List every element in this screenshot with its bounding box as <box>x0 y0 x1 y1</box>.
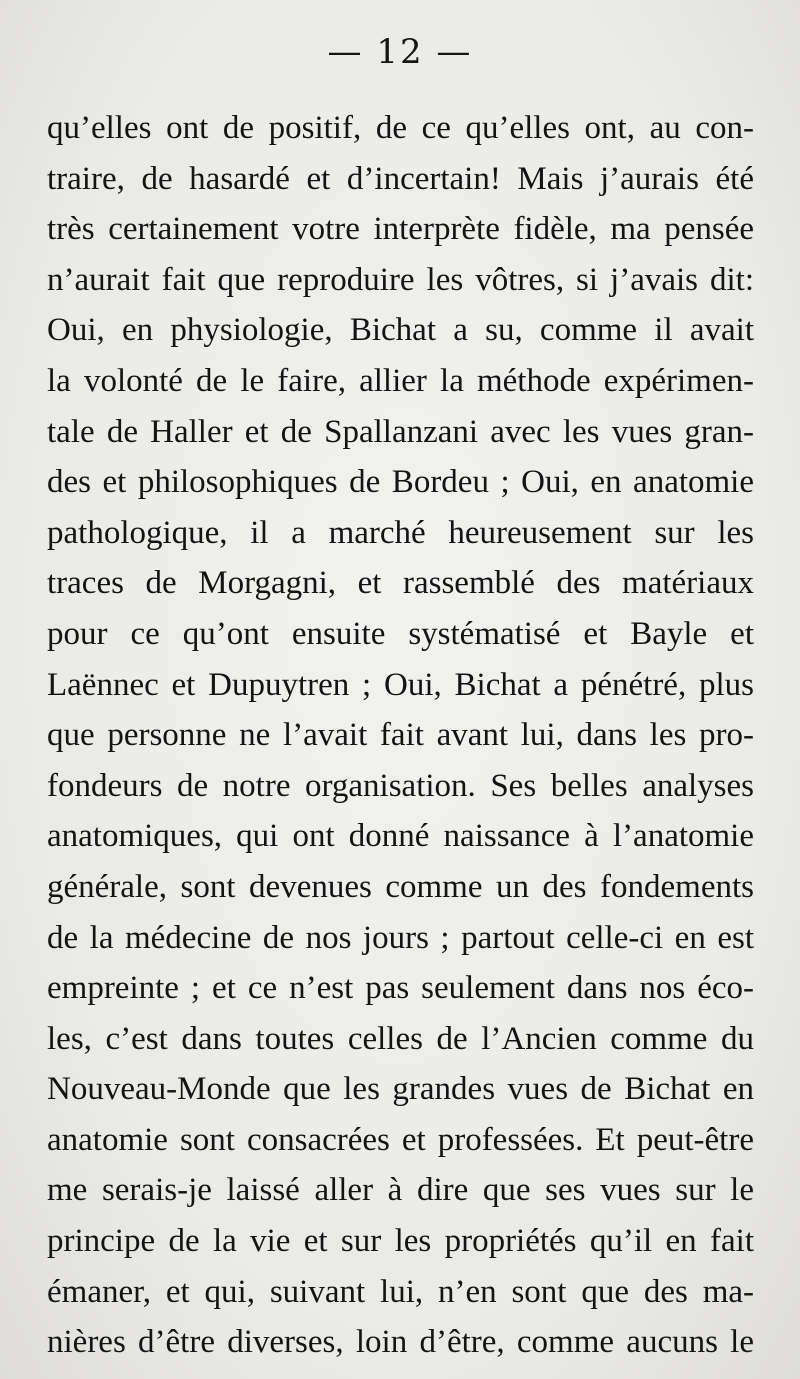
text-line: traire, de hasardé et d’incertain! Mais j’aurais été <box>47 160 754 197</box>
text-line: qu’elles ont de positif, de ce qu’elles ont, au con- <box>47 110 754 146</box>
text-line: émaner, et qui, suivant lui, n’en sont que des ma- <box>47 1273 754 1310</box>
text-line: que personne ne l’avait fait avant lui, dans les pro- <box>47 717 754 754</box>
text-line: très certainement votre interprète fidèle, ma pensée <box>47 211 754 248</box>
text-line: anatomiques, qui ont donné naissance à l’anatomie <box>47 818 754 855</box>
text-line: tale de Haller et de Spallanzani avec les vues gran- <box>47 413 754 450</box>
text-line: principe de la vie et sur les propriétés qu’il en fait <box>47 1223 754 1260</box>
text-line: fondeurs de notre organisation. Ses belles analyses <box>47 767 754 804</box>
text-line: de la médecine de nos jours ; partout celle-ci en est <box>47 919 754 956</box>
text-line: anatomie sont consacrées et professées. Et peut-être <box>47 1121 754 1158</box>
text-line: générale, sont devenues comme un des fondements <box>47 868 754 905</box>
text-line: nières d’être diverses, loin d’être, comme aucuns le <box>47 1324 754 1361</box>
body-text <box>47 103 754 1368</box>
text-line: Nouveau-Monde que les grandes vues de Bichat en <box>47 1071 754 1108</box>
text-line: les, c’est dans toutes celles de l’Ancien comme du <box>47 1020 754 1057</box>
text-line: Laënnec et Dupuytren ; Oui, Bichat a pénétré, plus <box>47 666 754 703</box>
text-line: traces de Morgagni, et rassemblé des matériaux <box>47 565 754 602</box>
text-line: pour ce qu’ont ensuite systématisé et Bayle et <box>47 615 754 652</box>
text-line: la volonté de le faire, allier la méthode expérimen- <box>47 362 754 399</box>
text-line: pathologique, il a marché heureusement sur les <box>47 514 754 551</box>
text-line: n’aurait fait que reproduire les vôtres, si j’avais dit: <box>47 261 754 298</box>
page-number: — 12 — <box>327 32 473 72</box>
text-line: empreinte ; et ce n’est pas seulement dans nos éco- <box>47 970 754 1007</box>
text-line: Oui, en physiologie, Bichat a su, comme il avait <box>47 312 754 349</box>
text-line: des et philosophiques de Bordeu ; Oui, en anatomie <box>47 464 754 501</box>
text-line: me serais-je laissé aller à dire que ses vues sur le <box>47 1172 754 1209</box>
